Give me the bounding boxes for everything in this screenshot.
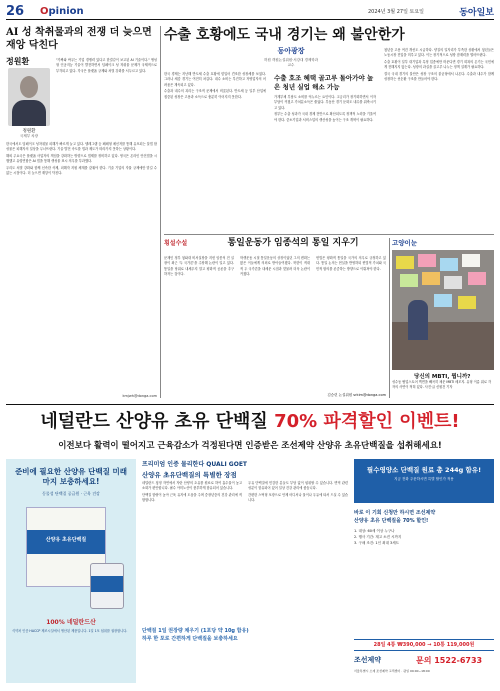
sticky-note [458, 296, 476, 309]
ad-highlight-1: 단백질 1일 권장량 채우기 (1포당 약 10g 함유) [142, 628, 249, 634]
photo-person [408, 300, 428, 340]
product-box-label: 산양유 초유단백질 [45, 537, 87, 543]
ad-address: 서울특별시 소재 조선제약 고객센터 · 평일 09:00~18:00 [354, 669, 430, 673]
column-divider [160, 26, 161, 398]
ad-brand: 조선제약 [354, 656, 382, 664]
author-portrait [8, 68, 50, 126]
ad-left-note: 식약처 인증 HACCP 제조시설에서 생산된 제품입니다. 1일 1포 섭취를 권장합니다. [12, 629, 128, 633]
ad-left-tagline: 동물성 단백질 공급원 · 근육 건강 [42, 491, 100, 496]
left-column-article [6, 26, 157, 398]
sticky-note [434, 294, 452, 307]
portrait-body [12, 100, 46, 126]
page-header [6, 4, 494, 20]
sticky-note [396, 256, 414, 269]
section-title: Opinion [40, 6, 84, 17]
ad-mid-col-b: 우유 단백질에 민감한 분들도 부담 없이 섭취할 수 있습니다. 면역 관련 성분이 함유되어 있어 일상 건강 관리에 좋습니다. 간편한 스틱형 포장으로 언제 어디서나 물이나 우유에 타서 드실 수 있습니다. [248, 481, 348, 503]
portrait-role: 국제부 차장 [19, 134, 39, 138]
ad-left-origin: 100% 네덜란드산 [46, 619, 96, 626]
ad-offer-1: 바로 이 기회 신청만 하시면 조선제약 [354, 510, 436, 516]
product-can [90, 563, 124, 609]
ad-order-panel [354, 459, 494, 683]
masthead: 동아일보 [459, 8, 494, 18]
portrait-name: 정원환 [22, 129, 36, 134]
middle-column-article [164, 238, 386, 398]
right-col-1: 한국 경제는 지난해 반도체 수출 호황에 힘입어 견조한 성장세를 보였다. 그러나 체감 경기는 여전히 차갑다. 내수 소비는 부진하고 자영업자의 어려움은 계속되고 있다. 수출과 내수의 괴리는 구조적 문제에서 비롯된다. 반도체 등 일부 산업에 집중된 성장은 고용과 소득으로 충분히 이어지지 못한다. [164, 72, 266, 99]
photo-caption-title: 당신의 MBTI, 뭡니까? [414, 374, 471, 380]
column-kicker: 횡설수설 [164, 240, 188, 247]
photo-caption: 성수동 팝업스토어 벽면을 빼곡히 채운 MBTI 메모지. 유형 이름 위로 각자의 사연이 적혀 있다. 사진·글 신원건 기자 [392, 380, 492, 389]
sticky-note [422, 272, 440, 285]
left-headline: AI 성 착취물과의 전쟁 더 늦으면 재앙 닥친다 [6, 27, 152, 51]
product-can-band [91, 576, 123, 592]
ad-product-panel [6, 459, 136, 683]
right-author: 동아광장 허원 객원논설위원·서강대 경제학과 교수 [263, 47, 319, 67]
sticky-note [468, 272, 486, 285]
ad-badge: 프리미엄 인증 물리한다 QUALI GOET [142, 461, 248, 468]
middle-headline: 통일운동가 임종석의 통일 지우기 [227, 238, 359, 248]
right-headline: 수출 호황에도 국내 경기는 왜 불안한가 [164, 27, 405, 43]
middle-signature: 김승련 논설위원 srkim@donga.com [327, 393, 386, 397]
right-column-article [164, 26, 494, 231]
left-email: kmjwh@donga.com [122, 394, 157, 398]
sticky-note [462, 254, 480, 267]
sticky-note [400, 274, 418, 287]
sticky-note [444, 276, 462, 289]
middle-col-c: 헌법은 평화적 통일을 국가의 의무로 규정하고 있다. 통일 논의는 현실을 반영하되 헌법적 가치와 국민적 합의를 존중하는 방향으로 이뤄져야 한다. [316, 256, 386, 271]
right-col-3: 청년층 고용 여건 개선도 시급하다. 양질의 일자리가 부족한 상황에서 청년들은 노동시장 진입을 미루고 있다. 이는 장기적으로 성장 잠재력을 떨어뜨린다. 수출 호황이 일부 대기업과 특정 업종에만 머문다면 경기 회복의 온기는 국민에게 전해지지 않는다. 성장의 과실을 골고루 나누는 정책 설계가 필요하다. 결국 국내 경기의 불안은 성장 구조의 불균형에서 나온다. 수출과 내수가 함께 성장하는 선순환 구조를 만들어야 한다. [384, 48, 494, 82]
ad-left-title: 준비에 필요한 산양유 단백질 미래 마지 보충하세요! [15, 467, 127, 486]
ad-mid-heading: 산양유 초유단백질의 특별한 장점 [142, 471, 237, 479]
issue-info: 2024년 3월 27일 토요일 [367, 9, 424, 15]
left-lead: "가짜와 싸우는 기업 경쟁력 있다고 한결같이 보고된 AI 기술이다." 생성형 인공지능 기술이 발전하면서 딥페이크 성 착취물 문제가 국제적으로 부각되고 있다. 각국은 플랫폼 규제와 처벌 강화를 서두르고 있다. [56, 58, 157, 73]
right-subhead: 수출 호조 혜택 골고루 돌아가야 높은 청년 실업 해소 가능 [274, 74, 374, 91]
middle-col-b: 학생운동 시절 통일운동의 상징이었던 그의 변화는 많은 이들에게 의외로 받아들여졌다. 북한이 적대적 두 국가론을 내세운 시점과 맞물려 더욱 논란이 커졌다. [240, 256, 310, 276]
ad-phone: 문의 1522-6733 [416, 656, 483, 665]
ad-price-bar: 28일 4통 ₩390,000 → 10통 119,000원 [354, 639, 494, 651]
column-divider [389, 238, 390, 398]
ad-highlight-2: 하루 한 포로 간편하게 단백질을 보충하세요 [142, 636, 238, 642]
ad-description [142, 459, 348, 683]
right-col-2: 수출 호조 혜택 골고루 돌아가야 높은 청년 실업 해소 가능 가계부채 부담도 소비를 억누르는 요인이다. 고금리가 장기화하면서 이자 부담이 커졌고 가처분소득은 줄었다. 부동산 경기 둔화도 내수를 위축시키고 있다. 정부는 수출 성과가 국내 경제 전반으로 확산되도록 정책적 노력을 기울여야 한다. 중소기업과 서비스업의 생산성을 높이는 구조 개혁이 필요하다. [274, 74, 376, 122]
middle-col-a: 문재인 정부 청와대 비서실장을 지낸 임종석 전 실장이 최근 '두 국가론'을 주장해 논란이 일고 있다. 통일을 당위로 내세우지 말고 평화적 공존을 추구하자는 것이다. [164, 256, 234, 276]
mbti-wall-photo [392, 250, 494, 370]
ad-headline: 네덜란드 산양유 초유 단백질 70% 파격할인 이벤트! [40, 411, 460, 432]
left-body: 한국에서도 딥페이크 성착취물 피해가 빠르게 늘고 있다. 텔레그램 등 폐쇄형 메신저를 통해 유포되는 불법 합성물은 피해자의 일상을 무너뜨린다. 기술 발전 속도를 법과 제도가 따라가지 못하는 상황이다. 해외 주요국은 플랫폼 사업자의 책임을 강화하는 방향으로 법제를 정비하고 있다. 영국은 온라인 안전법을 시행했고 유럽연합은 AI 법을 통해 생성물 표시 의무를 부과했다. 우리도 처벌 강화와 함께 신속한 삭제, 피해자 지원 체계를 갖춰야 한다. 기술 기업의 자율 규제에만 맡길 수 없는 시점이다. 더 늦으면 재앙이 닥친다. [6, 142, 157, 176]
portrait-head [20, 76, 38, 98]
page-number: 26 [6, 4, 25, 19]
sticky-note [418, 254, 436, 267]
sticky-note [440, 258, 458, 271]
left-byline: 정원환 [6, 56, 30, 66]
ad-conditions: 1. 대상: 60세 이상 누구나 2. 행사 기간: 재고 소진 시까지 3. 구매 조건: 1인 최대 3세트 [354, 529, 402, 545]
photo-column [392, 238, 494, 398]
photo-section-title: 고양이눈 [392, 239, 418, 247]
ad-cta-box: 필수영양소 단백질 원료 총 244g 함유! 지금 전화 주문하시면 특별 할인가 적용 [354, 459, 494, 503]
ad-subheadline: 이전보다 활력이 떨어지고 근육감소가 걱정된다면 인증받은 조선제약 산양유 초유단백질을 섭취해세요! [58, 441, 442, 451]
ad-mid-col-a: 네덜란드 청정 자연에서 자란 산양의 초유를 원료로 하여 흡수율이 높고 소화가 편안합니다. 필수 아미노산이 풍부하게 함유되어 있습니다. 단백질 함량이 높아 근육 유지에 도움을 주며 중장년층의 건강 관리에 적합합니다. [142, 481, 242, 503]
ad-offer-2: 산양유 초유 단백질을 70% 할인! [354, 518, 429, 524]
advertisement [6, 404, 494, 686]
section-divider [164, 234, 494, 235]
